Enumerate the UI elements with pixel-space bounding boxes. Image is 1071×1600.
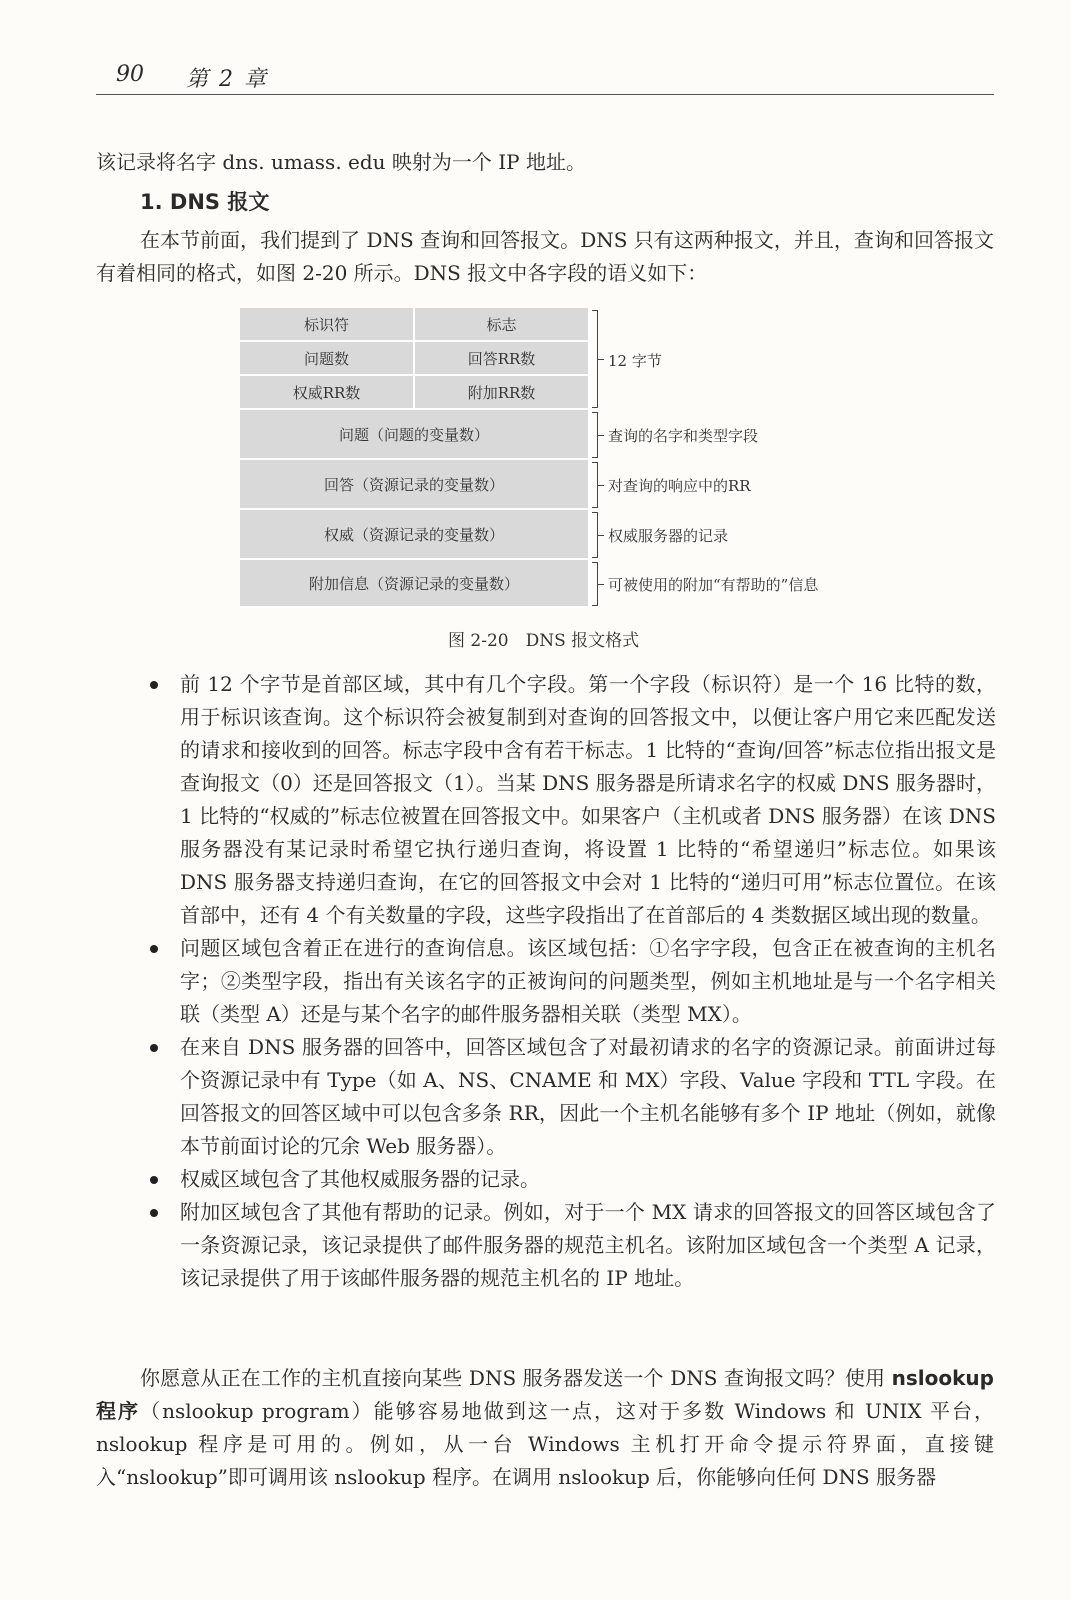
field-flags: 标志 [415,308,590,342]
nslookup-lead: 你愿意从正在工作的主机直接向某些 DNS 服务器发送一个 DNS 查询报文吗？使用 [140,1366,892,1390]
list-item-text: 附加区域包含了其他有帮助的记录。例如，对于一个 MX 请求的回答报文的回答区域包含了一条资源记录，该记录提供了邮件服务器的规范主机名。该附加区域包含一个类型 A 记录，该记录提供了用于该邮件服务器的规范主机名的 IP 地址。 [180,1200,996,1290]
field-questions-count: 问题数 [240,342,415,376]
brace-tick-questions [598,435,604,436]
section-additional: 附加信息（资源记录的变量数） [240,560,590,608]
list-item-text: 问题区域包含着正在进行的查询信息。该区域包括：①名字字段，包含正在被查询的主机名字；②类型字段，指出有关该名字的正被询问的问题类型，例如主机地址是与一个名字相关联（类型 A）还是与某个名字的邮件服务器相关联（类型 MX）。 [180,936,996,1026]
brace-label-header: 12 字节 [608,352,662,370]
bullet-icon [150,1044,158,1052]
list-item-text: 在来自 DNS 服务器的回答中，回答区域包含了对最初请求的名字的资源记录。前面讲过每个资源记录中有 Type（如 A、NS、CNAME 和 MX）字段、Value 字段和 TTL 字段。在回答报文的回答区域中可以包含多条 RR，因此一个主机名能够有多个 IP 地址（例如，就像本节前面讨论的冗余 Web 服务器）。 [180,1035,996,1158]
brace-label-questions: 查询的名字和类型字段 [608,427,759,445]
brace-tick-additional [598,584,604,585]
field-identifier: 标识符 [240,308,415,342]
brace-label-authority: 权威服务器的记录 [608,527,729,545]
page-number: 90 [116,62,144,87]
bullet-icon [150,945,158,953]
paragraph-nslookup [96,1362,994,1494]
chapter-label: 第 2 章 [186,67,268,92]
running-header [96,58,994,95]
list-item-text: 权威区域包含了其他权威服务器的记录。 [180,1167,540,1191]
brace-tick-header [598,359,604,360]
list-item [150,932,996,1031]
section-heading: 1. DNS 报文 [140,190,270,214]
brace-label-answers: 对查询的响应中的RR [608,477,751,495]
dns-message-format-figure [240,308,880,618]
bullet-icon [150,681,158,689]
brace-label-additional: 可被使用的附加“有帮助的”信息 [608,576,819,594]
list-item [150,1196,996,1295]
section-answers: 回答（资源记录的变量数） [240,460,590,510]
list-item [150,1031,996,1163]
section-authority: 权威（资源记录的变量数） [240,510,590,560]
field-description-list [150,668,996,1295]
brace-tick-answers [598,485,604,486]
section-questions: 问题（问题的变量数） [240,410,590,460]
nslookup-rest: （nslookup program）能够容易地做到这一点，这对于多数 Windows 和 UNIX 平台，nslookup 程序是可用的。例如，从一台 Windows 主机打开命令提示符界面，直接键入“nslookup”即可调用该 nslookup 程序。在调用 nslookup 后，你能够向任何 DNS 服务器 [96,1399,995,1489]
brace-tick-authority [598,535,604,536]
field-answer-rr-count: 回答RR数 [415,342,590,376]
field-additional-rr-count: 附加RR数 [415,376,590,410]
nslookup-term: nslookup 程序 [96,1366,994,1423]
paragraph-intro: 在本节前面，我们提到了 DNS 查询和回答报文。DNS 只有这两种报文，并且，查询和回答报文有着相同的格式，如图 2-20 所示。DNS 报文中各字段的语义如下： [96,228,994,285]
figure-caption: 图 2-20 DNS 报文格式 [448,631,640,651]
intro-line: 该记录将名字 dns. umass. edu 映射为一个 IP 地址。 [96,150,586,174]
list-item [150,668,996,932]
field-authority-rr-count: 权威RR数 [240,376,415,410]
bullet-icon [150,1176,158,1184]
list-item [150,1163,996,1196]
bullet-icon [150,1209,158,1217]
list-item-text: 前 12 个字节是首部区域，其中有几个字段。第一个字段（标识符）是一个 16 比特的数，用于标识该查询。这个标识符会被复制到对查询的回答报文中，以便让客户用它来匹配发送的请求和接收到的回答。标志字段中含有若干标志。1 比特的“查询/回答”标志位指出报文是查询报文（0）还是回答报文（1）。当某 DNS 服务器是所请求名字的权威 DNS 服务器时，1 比特的“权威的”标志位被置在回答报文中。如果客户（主机或者 DNS 服务器）在该 DNS 服务器没有某记录时希望它执行递归查询，将设置 1 比特的“希望递归”标志位。如果该 DNS 服务器支持递归查询，在它的回答报文中会对 1 比特的“递归可用”标志位置位。在该首部中，还有 4 个有关数量的字段，这些字段指出了在首部后的 4 类数据区域出现的数量。 [180,672,996,927]
